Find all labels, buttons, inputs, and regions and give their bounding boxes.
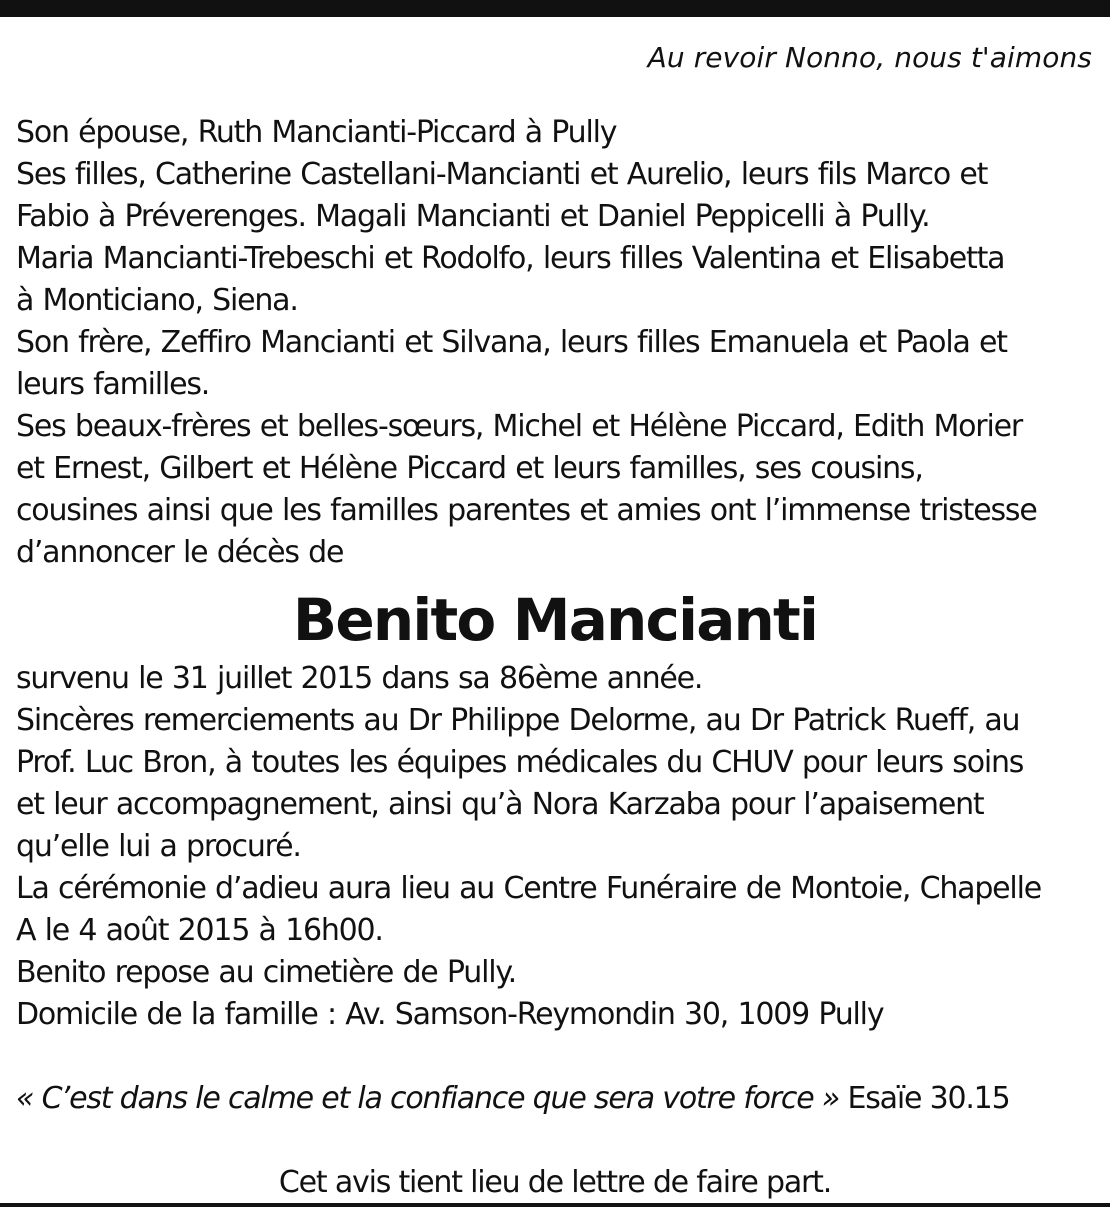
detail-line: A le 4 août 2015 à 16h00. [16,913,383,948]
bottom-border-rule [0,1203,1110,1207]
detail-line: qu’elle lui a procuré. [16,829,301,864]
family-line: Ses beaux-frères et belles-sœurs, Michel et Hélène Piccard, Edith Morier [16,409,1022,444]
family-line: Son frère, Zeffiro Mancianti et Silvana, leurs filles Emanuela et Paola et [16,325,1007,360]
quote-text: « C’est dans le calme et la confiance que sera votre force » [16,1081,840,1116]
family-line: Ses filles, Catherine Castellani-Mancianti et Aurelio, leurs fils Marco et [16,157,988,192]
detail-line: Sincères remerciements au Dr Philippe Delorme, au Dr Patrick Rueff, au [16,703,1020,738]
detail-line: La cérémonie d’adieu aura lieu au Centre Funéraire de Montoie, Chapelle [16,871,1041,906]
quote-reference: Esaïe 30.15 [847,1081,1010,1116]
family-line: à Monticiano, Siena. [16,283,298,318]
detail-line: Domicile de la famille : Av. Samson-Reymondin 30, 1009 Pully [16,997,884,1032]
family-line: leurs familles. [16,367,210,402]
scripture-quote [16,1078,1009,1120]
deceased-name: Benito Mancianti [292,586,818,654]
family-line: Fabio à Préverenges. Magali Mancianti et Daniel Peppicelli à Pully. [16,199,930,234]
family-line: Son épouse, Ruth Mancianti-Piccard à Pully [16,115,617,150]
family-line: d’annoncer le décès de [16,535,344,570]
closing-notice: Cet avis tient lieu de lettre de faire part. [278,1165,832,1200]
family-line: et Ernest, Gilbert et Hélène Piccard et leurs familles, ses cousins, [16,451,923,486]
death-details [16,658,1104,1036]
detail-line: et leur accompagnement, ainsi qu’à Nora Karzaba pour l’apaisement [16,787,984,822]
detail-line: Prof. Luc Bron, à toutes les équipes médicales du CHUV pour leurs soins [16,745,1024,780]
epigraph: Au revoir Nonno, nous t'aimons [647,41,1092,74]
family-line: Maria Mancianti-Trebeschi et Rodolfo, leurs filles Valentina et Elisabetta [16,241,1005,276]
family-announcement [16,112,1104,574]
family-line: cousines ainsi que les familles parentes et amies ont l’immense tristesse [16,493,1037,528]
detail-line: Benito repose au cimetière de Pully. [16,955,516,990]
top-border-rule [0,0,1110,17]
detail-line: survenu le 31 juillet 2015 dans sa 86ème année. [16,661,703,696]
